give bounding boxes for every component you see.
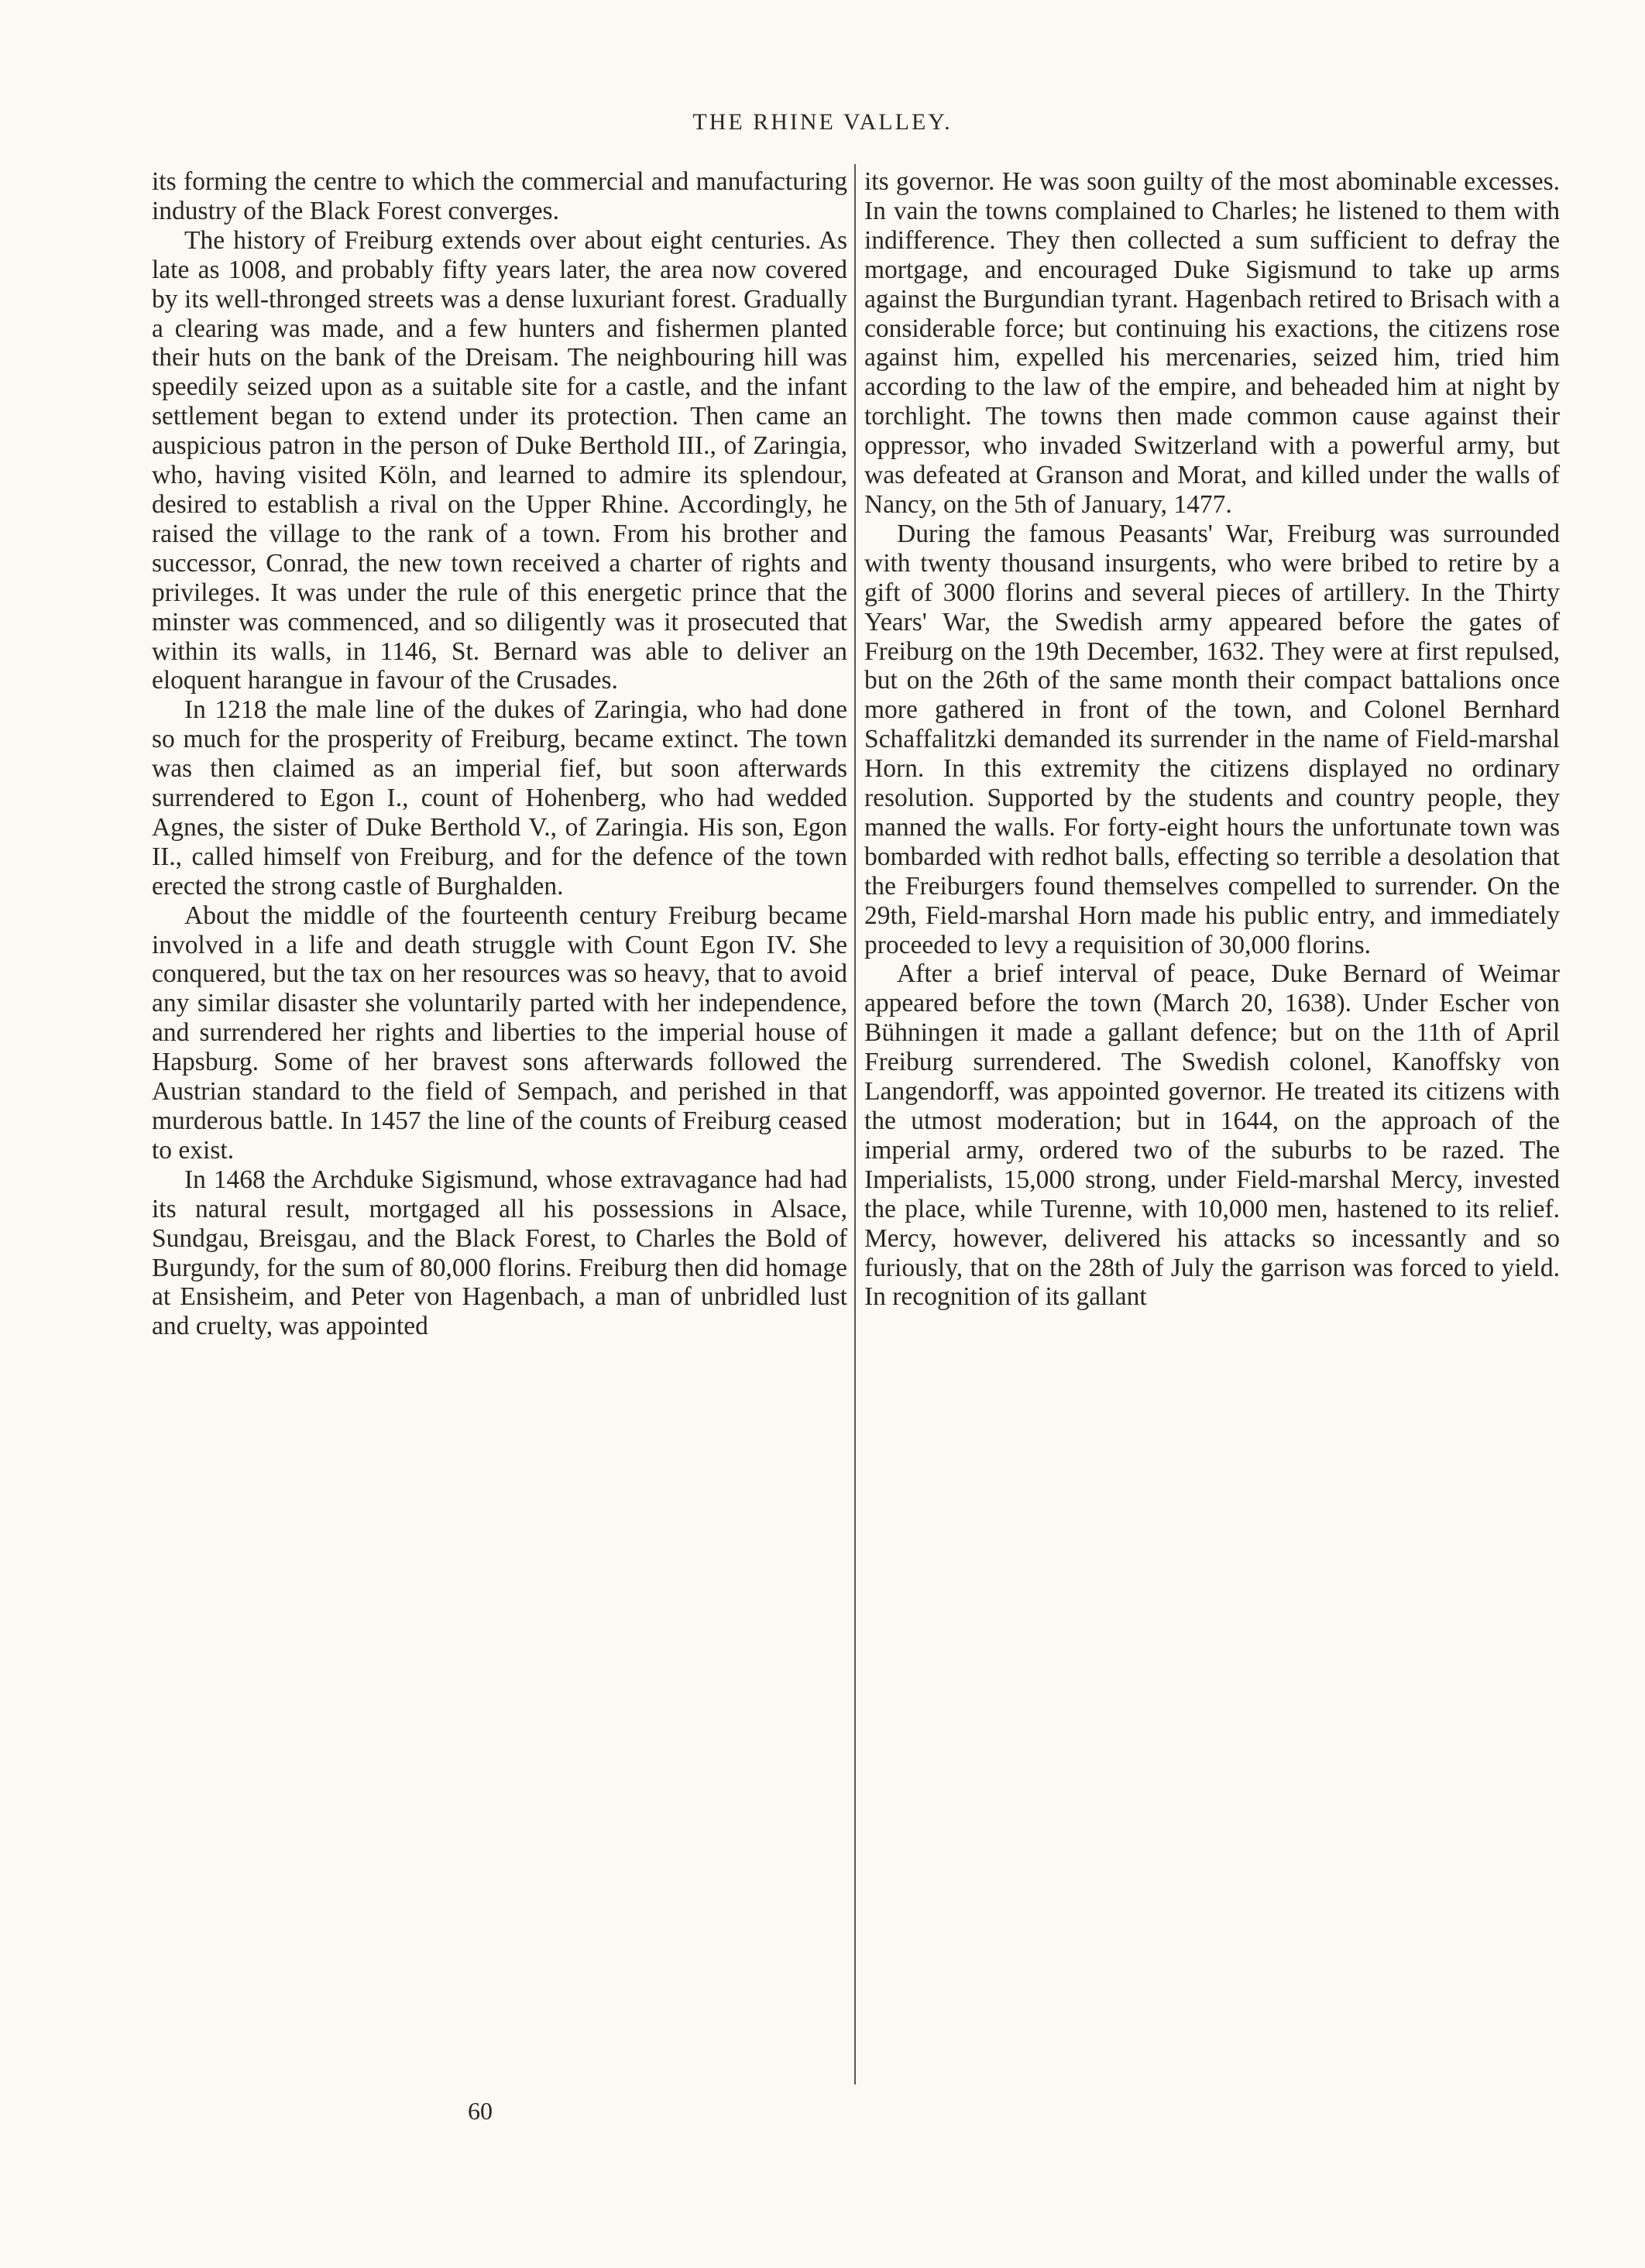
paragraph: In 1218 the male line of the dukes of Zaringia, who had done so much for the prosperity of Freiburg, became extinct. The town was then claimed as an imperial fief, but soon afterwards surrendered to Egon I., count of Hohenberg, who had wedded Agnes, the sister of Duke Berthold V., of Zaringia. His son, Egon II., called himself von Freiburg, and for the defence of the town erected the strong castle of Burghalden.: [152, 695, 847, 901]
page-number: 60: [468, 2097, 493, 2125]
paragraph: After a brief interval of peace, Duke Bernard of Weimar appeared before the town (March 20, 1638). Under Escher von Bühningen it made a gallant defence; but on the 11th of April Freiburg surrendered. The Swedish colonel, Kanoffsky von Langendorff, was appointed governor. He treated its citizens with the utmost moderation; but in 1644, on the approach of the imperial army, ordered two of the suburbs to be razed. The Imperialists, 15,000 strong, under Field-marshal Mercy, invested the place, while Turenne, with 10,000 men, hastened to its relief. Mercy, however, delivered his attacks so incessantly and so furiously, that on the 28th of July the garrison was forced to yield. In recognition of its gallant: [864, 959, 1560, 1312]
paragraph: In 1468 the Archduke Sigismund, whose extravagance had had its natural result, mortgaged all his possessions in Alsace, Sundgau, Breisgau, and the Black Forest, to Charles the Bold of Burgundy, for the sum of 80,000 florins. Freiburg then did homage at Ensisheim, and Peter von Hagenbach, a man of unbridled lust and cruelty, was appointed: [152, 1165, 847, 1341]
paragraph: About the middle of the fourteenth century Freiburg became involved in a life and death struggle with Count Egon IV. She conquered, but the tax on her resources was so heavy, that to avoid any similar disaster she voluntarily parted with her independence, and surrendered her rights and liberties to the imperial house of Hapsburg. Some of her bravest sons afterwards followed the Austrian standard to the field of Sempach, and perished in that murderous battle. In 1457 the line of the counts of Freiburg ceased to exist.: [152, 901, 847, 1165]
paragraph: During the famous Peasants' War, Freiburg was surrounded with twenty thousand insurgents, who were bribed to retire by a gift of 3000 florins and several pieces of artillery. In the Thirty Years' War, the Swedish army appeared before the gates of Freiburg on the 19th December, 1632. They were at first repulsed, but on the 26th of the same month their compact battalions once more gathered in front of the town, and Colonel Bernhard Schaffalitzki demanded its surrender in the name of Field-marshal Horn. In this extremity the citizens displayed no ordinary resolution. Supported by the students and country people, they manned the walls. For forty-eight hours the unfortunate town was bombarded with redhot balls, effecting so terrible a desolation that the Freiburgers found themselves compelled to surrender. On the 29th, Field-marshal Horn made his public entry, and immediately proceeded to levy a requisition of 30,000 florins.: [864, 519, 1560, 959]
running-head: THE RHINE VALLEY.: [692, 109, 953, 135]
column-divider: [854, 164, 856, 2084]
left-column: [152, 167, 847, 1341]
paragraph: The history of Freiburg extends over about eight centuries. As late as 1008, and probably fifty years later, the area now covered by its well-thronged streets was a dense luxuriant forest. Gradually a clearing was made, and a few hunters and fishermen planted their huts on the bank of the Dreisam. The neighbouring hill was speedily seized upon as a suitable site for a castle, and the infant settlement began to extend under its protection. Then came an auspicious patron in the person of Duke Berthold III., of Zaringia, who, having visited Köln, and learned to admire its splendour, desired to establish a rival on the Upper Rhine. Accordingly, he raised the village to the rank of a town. From his brother and successor, Conrad, the new town received a charter of rights and privileges. It was under the rule of this energetic prince that the minster was commenced, and so diligently was it prosecuted that within its walls, in 1146, St. Bernard was able to deliver an eloquent harangue in favour of the Crusades.: [152, 225, 847, 695]
paragraph: its forming the centre to which the commercial and manufacturing industry of the Black Forest converges.: [152, 167, 847, 225]
paragraph: its governor. He was soon guilty of the most abominable excesses. In vain the towns complained to Charles; he listened to them with indifference. They then collected a sum sufficient to defray the mortgage, and encouraged Duke Sigismund to take up arms against the Burgundian tyrant. Hagenbach retired to Brisach with a considerable force; but continuing his exactions, the citizens rose against him, expelled his mercenaries, seized him, tried him according to the law of the empire, and beheaded him at night by torchlight. The towns then made common cause against their oppressor, who invaded Switzerland with a powerful army, but was defeated at Granson and Morat, and killed under the walls of Nancy, on the 5th of January, 1477.: [864, 167, 1560, 519]
right-column: [864, 167, 1560, 1312]
